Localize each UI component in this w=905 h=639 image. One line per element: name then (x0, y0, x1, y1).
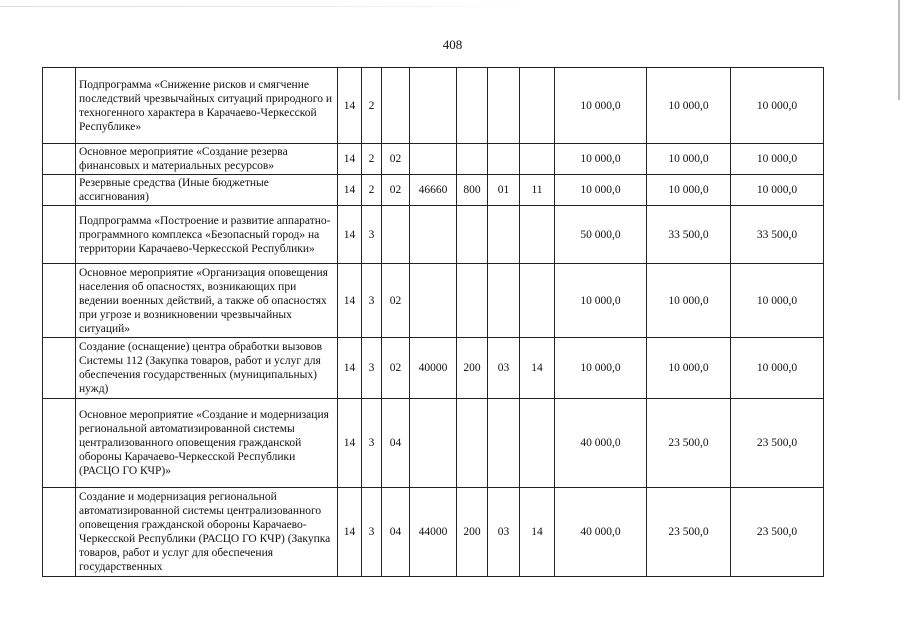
amount-year1-cell: 10 000,0 (555, 175, 647, 206)
code-expense-type-cell: 200 (457, 338, 488, 399)
code-subsection-cell (382, 206, 410, 264)
code-section-cell: 2 (362, 68, 382, 144)
row-name-cell: Основное мероприятие «Организация оповещения населения об опасностях, возникающих при ведении военных действий, а также об опасностях при угрозе и возникновении чрезвычайных ситуаций» (76, 264, 338, 338)
code-section-cell: 2 (362, 144, 382, 175)
code-expense-type-cell: 200 (457, 488, 488, 577)
code-section-cell: 3 (362, 206, 382, 264)
code-chapter-cell: 03 (488, 488, 520, 577)
row-name-cell: Подпрограмма «Снижение рисков и смягчение последствий чрезвычайных ситуаций природного и техногенного характера в Карачаево-Черкесской Республике» (76, 68, 338, 144)
row-name-cell: Основное мероприятие «Создание и модернизация региональной автоматизированной системы централизованного оповещения гражданской обороны Карачаево-Черкесской Республики (РАСЦО ГО КЧР)» (76, 399, 338, 488)
code-section-cell: 2 (362, 175, 382, 206)
code-ministry-cell: 14 (338, 175, 362, 206)
code-subchapter-cell (520, 264, 555, 338)
amount-year2-cell: 10 000,0 (647, 175, 731, 206)
amount-year3-cell: 10 000,0 (731, 144, 824, 175)
code-subchapter-cell: 14 (520, 338, 555, 399)
code-subsection-cell: 04 (382, 488, 410, 577)
amount-year1-cell: 10 000,0 (555, 264, 647, 338)
code-target-cell (410, 264, 457, 338)
code-target-cell (410, 399, 457, 488)
table-row (43, 68, 824, 144)
code-subchapter-cell: 14 (520, 488, 555, 577)
amount-year2-cell: 10 000,0 (647, 338, 731, 399)
amount-year2-cell: 10 000,0 (647, 68, 731, 144)
amount-year3-cell: 23 500,0 (731, 399, 824, 488)
row-index-cell (43, 338, 76, 399)
code-expense-type-cell (457, 399, 488, 488)
code-chapter-cell: 03 (488, 338, 520, 399)
row-index-cell (43, 175, 76, 206)
amount-year3-cell: 33 500,0 (731, 206, 824, 264)
amount-year1-cell: 10 000,0 (555, 144, 647, 175)
amount-year1-cell: 50 000,0 (555, 206, 647, 264)
amount-year3-cell: 10 000,0 (731, 264, 824, 338)
table-row (43, 338, 824, 399)
row-index-cell (43, 144, 76, 175)
code-subsection-cell (382, 68, 410, 144)
row-name-cell: Создание и модернизация региональной автоматизированной системы централизованного оповещения гражданской обороны Карачаево-Черкесской Республики (РАСЦО ГО КЧР) (Закупка товаров, работ и услуг для обеспечения государственных (76, 488, 338, 577)
code-subsection-cell: 04 (382, 399, 410, 488)
page-number: 408 (442, 37, 463, 52)
row-name-cell: Основное мероприятие «Создание резерва финансовых и материальных ресурсов» (76, 144, 338, 175)
table-row (43, 264, 824, 338)
amount-year2-cell: 10 000,0 (647, 264, 731, 338)
code-chapter-cell (488, 68, 520, 144)
code-subsection-cell: 02 (382, 264, 410, 338)
code-target-cell: 46660 (410, 175, 457, 206)
code-chapter-cell (488, 399, 520, 488)
code-expense-type-cell (457, 144, 488, 175)
table-row (43, 144, 824, 175)
code-ministry-cell: 14 (338, 206, 362, 264)
code-chapter-cell (488, 206, 520, 264)
row-index-cell (43, 206, 76, 264)
row-name-cell: Создание (оснащение) центра обработки вызовов Системы 112 (Закупка товаров, работ и услуг для обеспечения государственных (муниципальных) нужд) (76, 338, 338, 399)
code-ministry-cell: 14 (338, 264, 362, 338)
code-subsection-cell: 02 (382, 144, 410, 175)
table-row (43, 206, 824, 264)
code-subsection-cell: 02 (382, 175, 410, 206)
code-section-cell: 3 (362, 264, 382, 338)
amount-year2-cell: 23 500,0 (647, 399, 731, 488)
code-target-cell: 40000 (410, 338, 457, 399)
code-subchapter-cell (520, 206, 555, 264)
code-expense-type-cell (457, 264, 488, 338)
amount-year2-cell: 23 500,0 (647, 488, 731, 577)
code-section-cell: 3 (362, 488, 382, 577)
amount-year1-cell: 40 000,0 (555, 399, 647, 488)
row-index-cell (43, 399, 76, 488)
code-subchapter-cell (520, 399, 555, 488)
table-body (43, 68, 824, 577)
row-index-cell (43, 488, 76, 577)
budget-table (42, 67, 824, 577)
amount-year3-cell: 10 000,0 (731, 68, 824, 144)
code-subchapter-cell (520, 144, 555, 175)
code-target-cell: 44000 (410, 488, 457, 577)
amount-year1-cell: 40 000,0 (555, 488, 647, 577)
code-section-cell: 3 (362, 338, 382, 399)
code-subchapter-cell (520, 68, 555, 144)
amount-year3-cell: 10 000,0 (731, 338, 824, 399)
code-ministry-cell: 14 (338, 68, 362, 144)
amount-year1-cell: 10 000,0 (555, 338, 647, 399)
code-expense-type-cell (457, 206, 488, 264)
code-chapter-cell (488, 144, 520, 175)
row-index-cell (43, 264, 76, 338)
row-name-cell: Резервные средства (Иные бюджетные ассигнования) (76, 175, 338, 206)
amount-year3-cell: 23 500,0 (731, 488, 824, 577)
row-index-cell (43, 68, 76, 144)
row-name-cell: Подпрограмма «Построение и развитие аппаратно-программного комплекса «Безопасный город» на территории Карачаево-Черкесской Республики» (76, 206, 338, 264)
code-section-cell: 3 (362, 399, 382, 488)
code-ministry-cell: 14 (338, 399, 362, 488)
amount-year2-cell: 10 000,0 (647, 144, 731, 175)
code-ministry-cell: 14 (338, 488, 362, 577)
scan-artifact-top (0, 6, 905, 7)
amount-year2-cell: 33 500,0 (647, 206, 731, 264)
code-target-cell (410, 68, 457, 144)
code-chapter-cell (488, 264, 520, 338)
code-subchapter-cell: 11 (520, 175, 555, 206)
code-expense-type-cell: 800 (457, 175, 488, 206)
code-chapter-cell: 01 (488, 175, 520, 206)
amount-year1-cell: 10 000,0 (555, 68, 647, 144)
code-target-cell (410, 144, 457, 175)
table-row (43, 175, 824, 206)
code-expense-type-cell (457, 68, 488, 144)
code-ministry-cell: 14 (338, 144, 362, 175)
code-target-cell (410, 206, 457, 264)
code-ministry-cell: 14 (338, 338, 362, 399)
table-row (43, 488, 824, 577)
table-row (43, 399, 824, 488)
code-subsection-cell: 02 (382, 338, 410, 399)
amount-year3-cell: 10 000,0 (731, 175, 824, 206)
